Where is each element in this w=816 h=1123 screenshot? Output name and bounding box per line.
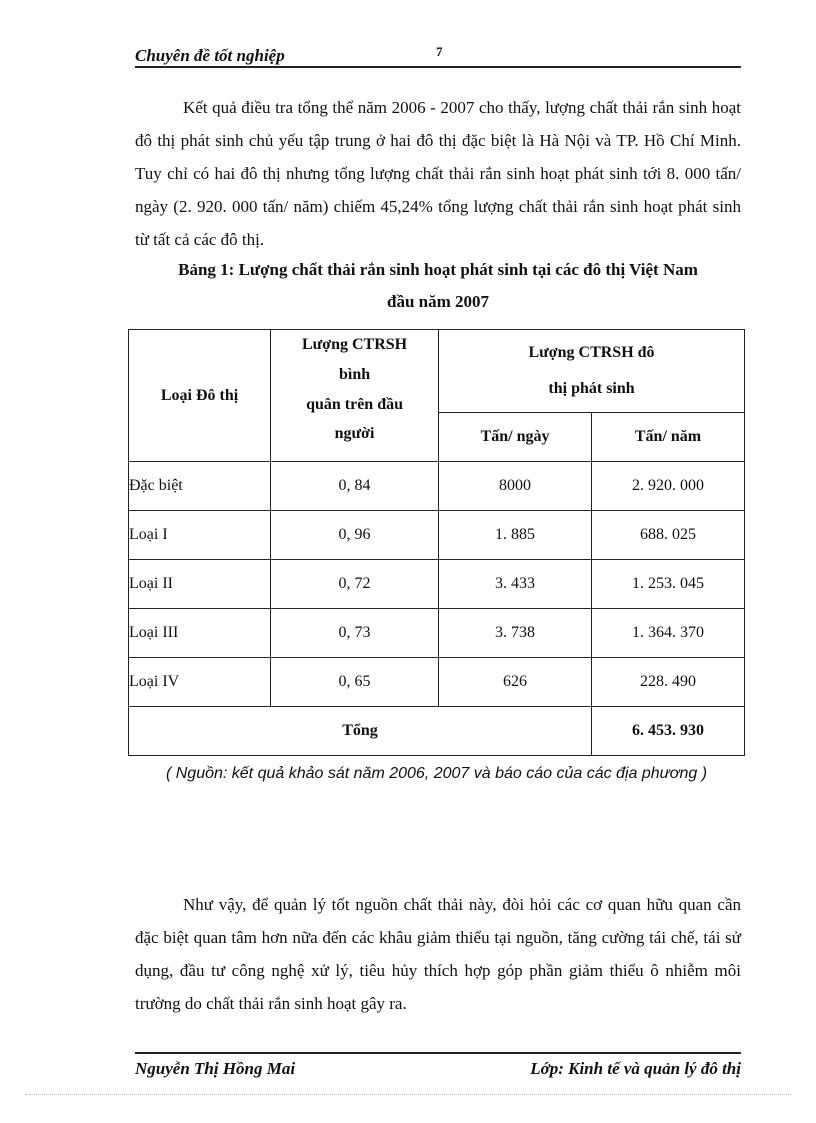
cell-tons-per-day: 3. 738	[439, 609, 592, 658]
header-generated	[439, 330, 745, 413]
table-caption-line1: Bảng 1: Lượng chất thải rắn sinh hoạt phát sinh tại các đô thị Việt Nam	[178, 260, 698, 279]
table-source-note: ( Nguồn: kết quả khảo sát năm 2006, 2007 và báo cáo của các địa phương )	[165, 765, 708, 782]
document-title: Chuyên đề tốt nghiệp	[135, 46, 285, 65]
header-tons-per-day: Tấn/ ngày	[439, 413, 592, 462]
header-per-capita-line1: Lượng CTRSH	[301, 336, 408, 353]
cell-tons-per-year: 1. 253. 045	[592, 560, 745, 609]
header-per-capita-line2: bình	[338, 366, 371, 383]
cell-type: Loại I	[129, 511, 271, 560]
cell-tons-per-year: 2. 920. 000	[592, 462, 745, 511]
header-urban-type: Loại Đô thị	[129, 330, 271, 462]
table-caption-line2: đầu năm 2007	[386, 292, 490, 311]
header-per-capita-line3: quân trên đầu	[306, 396, 403, 413]
intro-paragraph	[135, 91, 741, 256]
cell-tons-per-year: 688. 025	[592, 511, 745, 560]
conclusion-paragraph-text: Như vậy, để quản lý tốt nguồn chất thải này, đòi hỏi các cơ quan hữu quan cần đặc biệt quan tâm hơn nữa đến các khâu giảm thiểu tại nguồn, tăng cường tái chế, tái sử dụng, đầu tư công nghệ xử lý, tiêu hủy thích hợp góp phần giảm thiểu ô nhiễm môi trường do chất thải rắn sinh hoạt gây ra.	[135, 895, 741, 1013]
table-row	[129, 658, 745, 707]
header-per-capita-line4: người	[334, 425, 375, 442]
waste-table	[128, 329, 745, 756]
cell-per-capita: 0, 84	[271, 462, 439, 511]
page-bottom-divider	[25, 1094, 791, 1095]
header-generated-line1: Lượng CTRSH đô	[528, 344, 655, 361]
table-row	[129, 609, 745, 658]
cell-per-capita: 0, 73	[271, 609, 439, 658]
cell-per-capita: 0, 72	[271, 560, 439, 609]
table-row	[129, 511, 745, 560]
cell-tons-per-day: 1. 885	[439, 511, 592, 560]
total-value: 6. 453. 930	[592, 707, 745, 756]
table-caption	[135, 254, 741, 318]
cell-tons-per-day: 3. 433	[439, 560, 592, 609]
cell-type: Loại II	[129, 560, 271, 609]
cell-per-capita: 0, 65	[271, 658, 439, 707]
table-header-row	[129, 330, 745, 413]
total-label: Tổng	[129, 707, 592, 756]
page-header	[135, 44, 741, 68]
cell-tons-per-day: 8000	[439, 462, 592, 511]
cell-tons-per-day: 626	[439, 658, 592, 707]
cell-type: Đặc biệt	[129, 462, 271, 511]
page-number: 7	[436, 44, 443, 59]
header-generated-line2: thị phát sinh	[548, 380, 635, 397]
cell-tons-per-year: 1. 364. 370	[592, 609, 745, 658]
header-tons-per-year: Tấn/ năm	[592, 413, 745, 462]
cell-tons-per-year: 228. 490	[592, 658, 745, 707]
cell-per-capita: 0, 96	[271, 511, 439, 560]
page-footer	[135, 1052, 741, 1084]
conclusion-paragraph	[135, 888, 741, 1020]
table-row	[129, 560, 745, 609]
table-row	[129, 462, 745, 511]
cell-type: Loại III	[129, 609, 271, 658]
table-total-row	[129, 707, 745, 756]
footer-author: Nguyễn Thị Hồng Mai	[135, 1059, 296, 1078]
header-per-capita	[271, 330, 439, 462]
footer-class: Lớp: Kinh tế và quản lý đô thị	[530, 1059, 741, 1078]
intro-paragraph-text: Kết quả điều tra tổng thể năm 2006 - 2007 cho thấy, lượng chất thải rắn sinh hoạt đô thị phát sinh chủ yếu tập trung ở hai đô thị đặc biệt là Hà Nội và TP. Hồ Chí Minh. Tuy chỉ có hai đô thị nhưng tổng lượng chất thải rắn sinh hoạt phát sinh tới 8. 000 tấn/ ngày (2. 920. 000 tấn/ năm) chiếm 45,24% tổng lượng chất thải rắn sinh hoạt phát sinh từ tất cả các đô thị.	[135, 98, 741, 249]
cell-type: Loại IV	[129, 658, 271, 707]
